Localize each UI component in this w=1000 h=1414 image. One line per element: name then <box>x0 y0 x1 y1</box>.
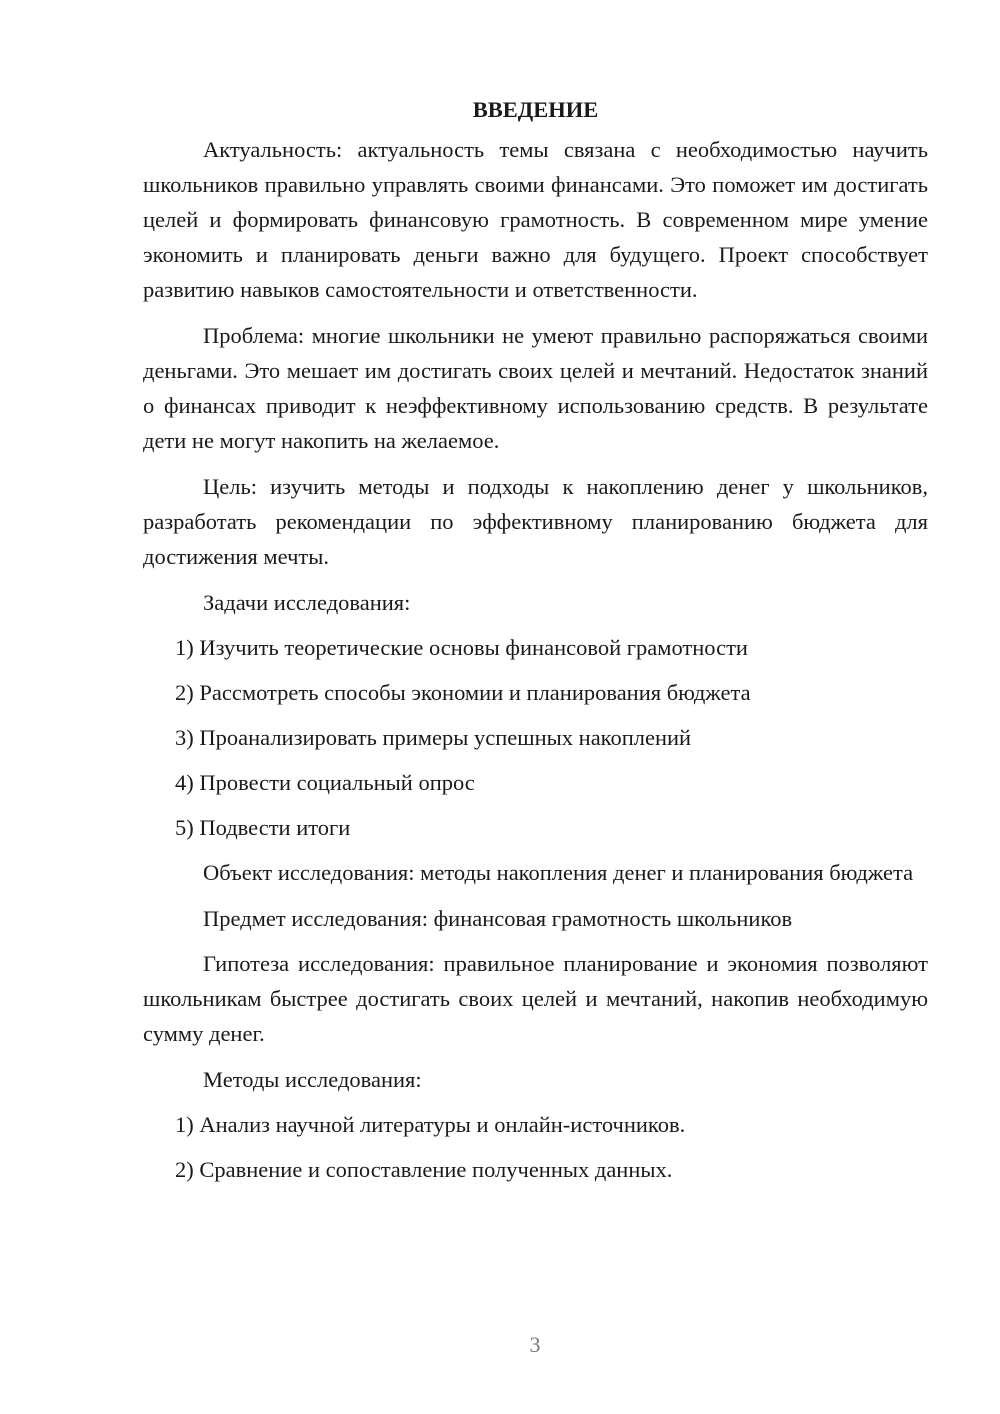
list-item: 4) Провести социальный опрос <box>175 770 475 795</box>
relevance-paragraph: Актуальность: актуальность темы связана с необходимостью научить школьников правильно управлять своими финансами. Это поможет им достигать целей и формировать финансовую грамотность. В современном мире умение экономить и планировать деньги важно для будущего. Проект способствует развитию навыков самостоятельности и ответственности. <box>143 137 928 302</box>
list-item: 5) Подвести итоги <box>175 815 351 840</box>
list-item: 1) Изучить теоретические основы финансовой грамотности <box>175 635 748 660</box>
hypothesis-paragraph: Гипотеза исследования: правильное планирование и экономия позволяют школьникам быстрее достигать своих целей и мечтаний, накопив необходимую сумму денег. <box>143 951 928 1046</box>
section-heading: ВВЕДЕНИЕ <box>472 97 599 122</box>
list-item: 2) Рассмотреть способы экономии и планирования бюджета <box>175 680 751 705</box>
subject-paragraph: Предмет исследования: финансовая грамотность школьников <box>203 906 793 931</box>
methods-heading: Методы исследования: <box>203 1067 422 1092</box>
list-item: 1) Анализ научной литературы и онлайн-источников. <box>175 1112 686 1137</box>
object-paragraph: Объект исследования: методы накопления денег и планирования бюджета <box>203 860 914 885</box>
tasks-heading: Задачи исследования: <box>203 590 411 615</box>
problem-paragraph: Проблема: многие школьники не умеют правильно распоряжаться своими деньгами. Это мешает им достигать своих целей и мечтаний. Недостаток знаний о финансах приводит к неэффективному использованию средств. В результате дети не могут накопить на желаемое. <box>143 323 928 453</box>
list-item: 2) Сравнение и сопоставление полученных данных. <box>175 1157 673 1182</box>
document-page <box>143 92 928 1197</box>
page-number: 3 <box>529 1332 541 1357</box>
tasks-list <box>143 630 928 845</box>
methods-list <box>143 1107 928 1187</box>
list-item: 3) Проанализировать примеры успешных накоплений <box>175 725 692 750</box>
goal-paragraph: Цель: изучить методы и подходы к накоплению денег у школьников, разработать рекомендации по эффективному планированию бюджета для достижения мечты. <box>143 474 928 569</box>
